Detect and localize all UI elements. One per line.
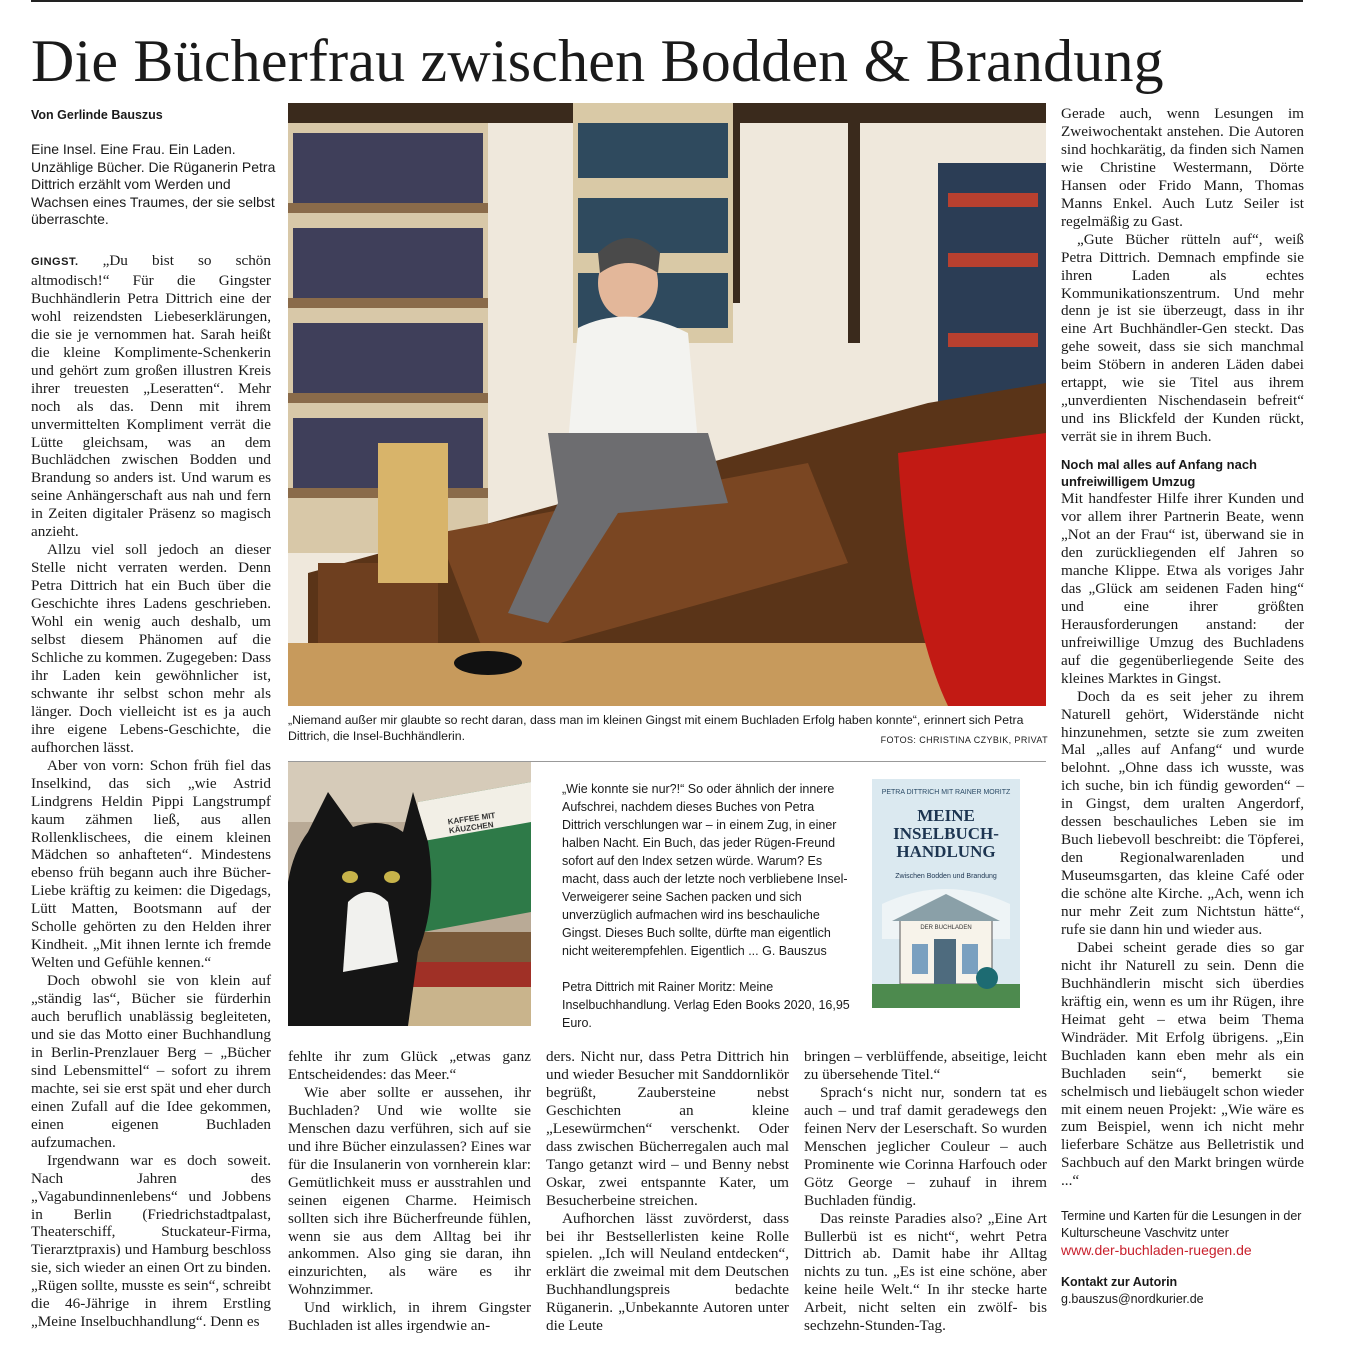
byline: Von Gerlinde Bauszus	[31, 108, 163, 122]
contact-email[interactable]: g.bauszus@nordkurier.de	[1061, 1292, 1204, 1307]
lead-text: Eine Insel. Eine Frau. Ein Laden. Unzählige Bücher. Die Rüganerin Petra Dittrich erzählt vom Werden und Wachsen eines Traumes, der sie selbst überraschte.	[31, 141, 276, 227]
paragraph: Wie aber sollte er aussehen, ihr Buchladen? Und wie wollte sie Menschen dazu verführen, sich auf sie und ihre Bücher einzulassen? Eines war für die Insulanerin von vornherein klar: Gemütlichkeit muss er ausstrahlen und seinen eigenen Charme. Heimisch sollten sich ihre Bücherfreunde fühlen, wenn sie aus dem Alltag bei ihr ankommen. Also ging sie daran, ihn einzurichten, als wäre es ihr Wohnzimmer.	[288, 1083, 531, 1299]
paragraph: Irgendwann war es doch soweit. Nach Jahren des „Vagabundinnenlebens“ und Jobbens in Berlin (Friedrichstadtpalast, Theaterschiff, Stuckateur-Firma, Tierarztpraxis) und Hamburg beschloss sie, sich wieder an einen Ort zu binden. „Rügen sollte, musste es sein“, schreibt die 46-Jährige in ihrem Erstling „Meine Inselbuchhandlung“. Denn es	[31, 1151, 271, 1331]
book-cover	[872, 779, 1020, 1008]
paragraph: Mit handfester Hilfe ihrer Kunden und vor allem ihrer Partnerin Beate, wenn „Not an der Frau“ ist, überwand sie in den zurückliegenden elf Jahren so manche Klippe. Etwa als voriges Jahr das „Glück am seidenen Faden hing“ und eine ihrer größten Herausforderungen anstand: der unfreiwillige Umzug des Buchladens auf die gegenüberliegende Seite des kleines Marktes in Gingst.	[1061, 490, 1304, 687]
website-link[interactable]: www.der-buchladen-ruegen.de	[1061, 1242, 1252, 1259]
headline: Die Bücherfrau zwischen Bodden & Brandung	[31, 28, 1164, 94]
cover-shop-sign: DER BUCHLADEN	[920, 925, 972, 931]
paragraph: Das reinste Paradies also? „Eine Art Bullerbü ist es nicht“, wehrt Petra Dittrich ab. Damit habe ihr Alltag nichts zu tun. „Es ist eine schöne, aber keine heile Welt.“ In ihr stecke harte Arbeit, nicht selten ein zwölf- bis sechzehn-Stunden-Tag.	[804, 1209, 1047, 1335]
main-photo-bookshop	[288, 103, 1046, 706]
top-rule	[31, 0, 1303, 2]
review-bibliography: Petra Dittrich mit Rainer Moritz: Meine Inselbuchhandlung. Verlag Eden Books 2020, 16,95 Euro.	[562, 980, 850, 1030]
photo-caption: „Niemand außer mir glaubte so recht daran, dass man im kleinen Gingst mit einem Buchladen Erfolg haben konnte“, erinnert sich Petra Dittrich, die Insel-Buchhändlerin.	[288, 713, 1024, 743]
contact-heading: Kontakt zur Autorin	[1061, 1275, 1178, 1290]
photo-credit: FOTOS: CHRISTINA CZYBIK, PRIVAT	[880, 735, 1048, 745]
paragraph: Dabei scheint gerade dies so gar nicht ihr Naturell zu sein. Denn die Buchhändlerin mischt sich überdies kräftig ein, wenn es um ihr Rügen, ihre Heimat geht – etwa beim Thema Windräder. Mit Erfolg übrigens. „Ein Buchladen kann eben mehr als ein Buchladen sein“, bemerkt sie schelmisch und liebäugelt schon wieder mit einem neuen Projekt: „Wie wäre es zum Beispiel, wenn ich nicht mehr lieferbare Schätze aus Belletristik und Sachbuch auf den Markt bringen würde ...“	[1061, 938, 1304, 1190]
paragraph: ders. Nicht nur, dass Petra Dittrich hin und wieder Besucher mit Sanddornlikör begrüßt, Zaubersteine nebst Geschichten an kleine „Lesewürmchen“ verschenkt. Oder dass zwischen Bücherregalen auch mal Tango getanzt wird – und Benny nebst Oskar, zwei entspannte Kater, um Besucherbeine streichen.	[546, 1048, 789, 1209]
cover-authors: PETRA DITTRICH MIT RAINER MORITZ	[881, 789, 1011, 796]
paragraph: Doch obwohl sie von klein auf „ständig las“, Bücher sie fürderhin auch beruflich unablässig begleiteten, und sie das Motto einer Buchhandlung in Berlin-Prenzlauer Berg – „Bücher sind Lebensmittel“ – sofort zu ihrem machte, sei sie erst spät und eher durch einen Zufall auf die Idee gekommen, einen eigenen Buchladen aufzumachen.	[31, 972, 271, 1151]
paragraph: Aber von vorn: Schon früh fiel das Inselkind, das sich „wie Astrid Lindgrens Heldin Pippi Langstrumpf kaum zähmen ließ, aus allen Rollenklischees, die einem kleinen Mädchen so anhafteten“. Mindestens ebenso früh begann auch ihre Bücher-Liebe kräftig zu keimen: die Digedags, Lütt Matten, Bootsmann auf der Scholle gehörten zu den Helden ihrer Kindheit. „Mit ihnen lernte ich fremde Welten und Gefühle kennen.“	[31, 756, 271, 972]
paragraph: GINGST. „Du bist so schön altmodisch!“ Für die Gingster Buchhändlerin Petra Dittrich eine der wohl reizendsten Liebeserklärungen, die sie je vernommen hat. Sarah heißt die kleine Komplimente-Schenkerin und gehört zum großen illustren Kreis ihrer treuesten „Leseratten“. Mehr noch als das. Denn mit ihrem unvermittelten Kompliment verrät die Lütte gleichsam, was an dem Buchlädchen zwischen Bodden und Brandung so anders ist. Und warum es seine Anhängerschaft aus nah und fern in Zeiten digitaler Präsenz so magisch anzieht.	[31, 252, 271, 541]
paragraph: Und wirklich, in ihrem Gingster Buchladen ist alles irgendwie an-	[288, 1299, 531, 1335]
column-5	[1061, 105, 1304, 1308]
paragraph: Sprach‘s nicht nur, sondern tat es auch – und traf damit geradewegs den feinen Nerv der Leserschaft. So wurden Menschen jeglicher Couleur – auch Prominente wie Corinna Harfouch oder Götz George – zuhauf in ihrem Buchladen fündig.	[804, 1083, 1047, 1209]
cover-title: MEINE INSELBUCH-HANDLUNG	[893, 806, 999, 861]
cover-subtitle: Zwischen Bodden und Brandung	[895, 873, 997, 880]
cat-photo	[288, 762, 531, 1026]
column-3	[546, 1048, 789, 1335]
paragraph: fehlte ihr zum Glück „etwas ganz Entscheidendes: das Meer.“	[288, 1048, 531, 1083]
column-4	[804, 1048, 1047, 1335]
paragraph: Doch da es seit jeher zu ihrem Naturell gehört, Widerstände nicht hinzunehmen, setzte sie zum zweiten Mal „alles auf Anfang“ und wurde belohnt. „Ohne dass ich wusste, was ich suche, bin ich fündig geworden“ – in Gingst, dem uralten Angerdorf, dessen beschauliches Leben sie im Buch liebevoll beschreibt: die Töpferei, den Regionalwarenladen und Museumsgarten, das kleine Café oder die schöne alte Kirche. „Ach, wenn ich nur mehr Zeit zum Nichtstun hätte“, rufe sie dann hin und wieder aus.	[1061, 687, 1304, 938]
book-review	[562, 780, 852, 1032]
paragraph: bringen – verblüffende, abseitige, leicht zu übersehende Titel.“	[804, 1048, 1047, 1083]
column-1	[31, 252, 271, 1331]
events-note: Termine und Karten für die Lesungen in der Kulturscheune Vaschvitz unter	[1061, 1209, 1302, 1241]
paragraph: Aufhorchen lässt zuvörderst, dass bei ihr Bestsellerlisten keine Rolle spielen. „Ich will Neuland entdecken“, erklärt die zweimal mit dem Deutschen Buchhandlungspreis bedachte Rüganerin. „Unbekannte Autoren unter die Leute	[546, 1209, 789, 1335]
column-2	[288, 1048, 531, 1335]
paragraph: Allzu viel soll jedoch an dieser Stelle nicht verraten werden. Denn Petra Dittrich hat ein Buch über die Geschichte ihres Ladens geschrieben. Wohl ein wenig auch deshalb, um selbst diesem Phänomen auf die Schliche zu kommen. Zugegeben: Dass ihr Laden kein gewöhnlicher ist, schwante ihr selbst schon mehr als länger. Doch vielleicht ist es ja auch ihre eigene Lebens-Geschichte, die aufhorchen lässt.	[31, 541, 271, 756]
review-text: „Wie konnte sie nur?!“ So oder ähnlich der innere Aufschrei, nachdem dieses Buches von Petra Dittrich verschlungen war – in einem Zug, in einer halben Nacht. Ein Buch, das jeder Rügen-Freund sofort auf den Index setzen würde. Warum? Es macht, dass auch der letzte noch verbliebene Insel-Verweigerer seine Sachen packen und sich unverzüglich aufmachen wird ins beschauliche Gingst. Dieses Buch sollte, dürfte man eigentlich nicht weiterempfehlen. Eigentlich ... G. Bauszus	[562, 782, 848, 958]
dateline: GINGST.	[31, 256, 79, 268]
paragraph: „Gute Bücher rütteln auf“, weiß Petra Dittrich. Demnach empfinde sie ihren Laden als echtes Kommunikationszentrum. Und mehr denn je ist sie überzeugt, dass in ihr eine Art Buchhändler-Gen steckt. Das gehe soweit, dass sie sich manchmal beim Stöbern in anderen Läden dabei ertappt, wie sie Titel aus ihrem „unverdienten Nischendasein befreit“ und ins Blickfeld der Kunden rückt, verrät sie in ihrem Buch.	[1061, 230, 1304, 446]
subheading: Noch mal alles auf Anfang nach unfreiwilligem Umzug	[1061, 457, 1258, 490]
paragraph: Gerade auch, wenn Lesungen im Zweiwochentakt anstehen. Die Autoren sind hochkarätig, da finden sich Namen wie Christine Westermann, Dörte Hansen oder Frido Mann, Thomas Manns Enkel. Auch Lutz Seiler ist regelmäßig zu Gast.	[1061, 105, 1304, 230]
cat-photo-book-title: KAFFEE MIT KÄUZCHEN	[447, 810, 496, 836]
